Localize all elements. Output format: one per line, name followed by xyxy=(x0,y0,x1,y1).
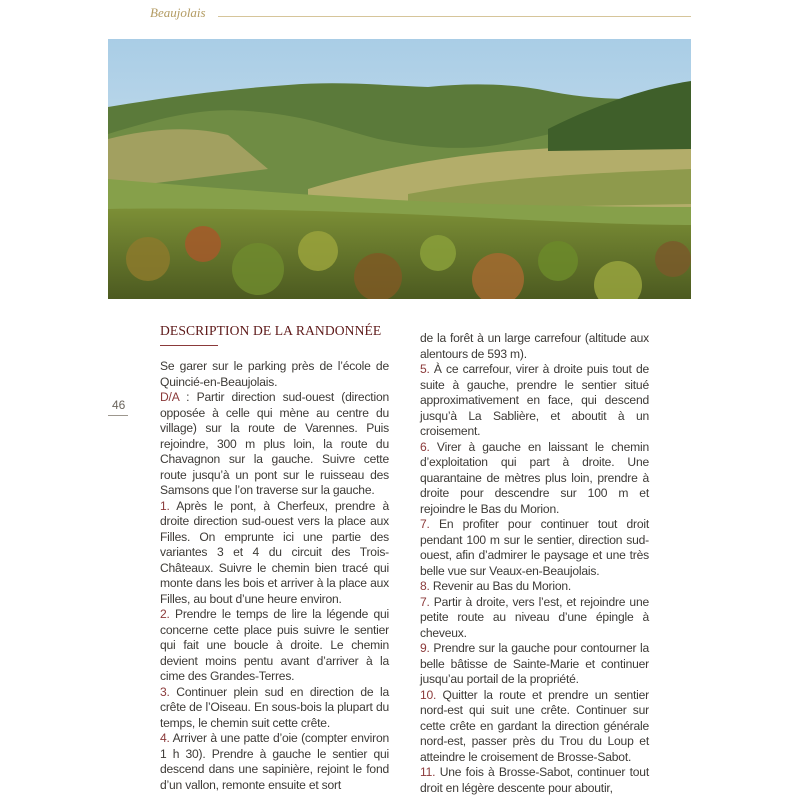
step-number: 7. xyxy=(420,594,430,609)
text-column-right xyxy=(420,331,649,796)
paragraph xyxy=(420,362,649,440)
paragraph xyxy=(420,331,649,362)
text-column-left xyxy=(160,359,389,793)
step-text: Prendre sur la gauche pour contourner la belle bâtisse de Sainte-Marie et continuer jusqu’au portail de la propriété. xyxy=(420,641,649,686)
paragraph xyxy=(160,685,389,732)
step-text: Continuer plein sud en direction de la crête de l’Oiseau. En sous-bois la plupart du temps, le chemin suit cette crête. xyxy=(160,684,389,730)
vineyard-photo xyxy=(108,39,691,299)
step-number: D/A xyxy=(160,390,179,404)
step-text: À ce carrefour, virer à droite puis tout de suite à gauche, prendre le sentier situé approximativement en face, qui descend jusqu’à La Sablière, et aboutit à un croisement. xyxy=(420,362,649,438)
step-text: Se garer sur le parking près de l’école de Quincié-en-Beaujolais. xyxy=(160,359,389,389)
step-text: Arriver à une patte d’oie (compter environ 1 h 30). Prendre à gauche le sentier qui descend dans une sapinière, rejoint le fond d’un vallon, remonte ensuite et sort xyxy=(160,731,389,792)
step-text: de la forêt à un large carrefour (altitude aux alentours de 593 m). xyxy=(420,331,649,361)
section-heading-rule xyxy=(160,345,218,346)
paragraph xyxy=(160,731,389,793)
page-number-rule xyxy=(108,415,128,416)
step-text: Partir à droite, vers l’est, et rejoindre une petite route au niveau d’une épingle à cheveux. xyxy=(420,594,649,640)
step-text: En profiter pour continuer tout droit pendant 100 m sur le sentier, direction sud-ouest, afin d’admirer le paysage et une très belle vue sur Veaux-en-Beaujolais. xyxy=(420,517,649,578)
page-number: 46 xyxy=(112,398,126,412)
paragraph xyxy=(420,641,649,688)
paragraph xyxy=(420,517,649,579)
paragraph xyxy=(420,595,649,642)
step-number: 3. xyxy=(160,684,170,699)
step-number: 9. xyxy=(420,641,430,655)
step-number: 8. xyxy=(420,579,430,593)
step-number: 11. xyxy=(420,765,436,779)
step-text: : Partir direction sud-ouest (direction opposée à celle qui mène au centre du village) sur la route de Varennes. Puis rejoindre, 300 m plus loin, la route du Chavagnon sur la gauche. Suivre cette route jusqu’à un pont sur le ruisseau des Samsons que l’on traverse sur la gauche. xyxy=(160,390,389,497)
step-text: Une fois à Brosse-Sabot, continuer tout droit en légère descente pour aboutir, xyxy=(420,765,649,795)
paragraph xyxy=(160,607,389,685)
step-text: Quitter la route et prendre un sentier nord-est qui suit une crête. Continuer sur cette crête en gardant la direction générale nord-est, passer près du Trou du Loup et atteindre le croisement de Brosse-Sabot. xyxy=(420,687,649,764)
paragraph xyxy=(420,579,649,595)
step-number: 1. xyxy=(160,498,170,513)
paragraph xyxy=(160,359,389,390)
step-text: Virer à gauche en laissant le chemin d’exploitation qui part à droite. Une quarantaine de mètres plus loin, prendre à droite pour descendre sur 100 m et rejoindre le Bas du Morion. xyxy=(420,439,649,516)
paragraph xyxy=(420,688,649,766)
step-number: 5. xyxy=(420,362,430,376)
step-number: 4. xyxy=(160,731,170,745)
paragraph xyxy=(420,440,649,518)
running-header-title: Beaujolais xyxy=(150,5,206,20)
step-number: 6. xyxy=(420,439,430,454)
step-number: 2. xyxy=(160,607,170,621)
paragraph xyxy=(420,765,649,796)
step-text: Revenir au Bas du Morion. xyxy=(429,579,572,593)
step-text: Après le pont, à Cherfeux, prendre à droite direction sud-ouest vers la place aux Filles. On emprunte ici une partie des variantes 3 et 4 du circuit des Trois-Châteaux. Suivre le chemin bien tracé qui monte dans les bois et arriver à la place aux Filles, au bout d’une heure environ. xyxy=(160,498,389,606)
paragraph xyxy=(160,390,389,499)
step-number: 10. xyxy=(420,687,437,702)
header-rule xyxy=(218,16,691,17)
paragraph xyxy=(160,499,389,608)
section-heading: DESCRIPTION DE LA RANDONNÉE xyxy=(160,323,382,338)
step-text: Prendre le temps de lire la légende qui concerne cette place puis suivre le sentier qui fait une boucle à droite. Le chemin devient moins pentu avant d’arriver à la cime des Grandes-Terres. xyxy=(160,607,389,683)
step-number: 7. xyxy=(420,517,430,531)
